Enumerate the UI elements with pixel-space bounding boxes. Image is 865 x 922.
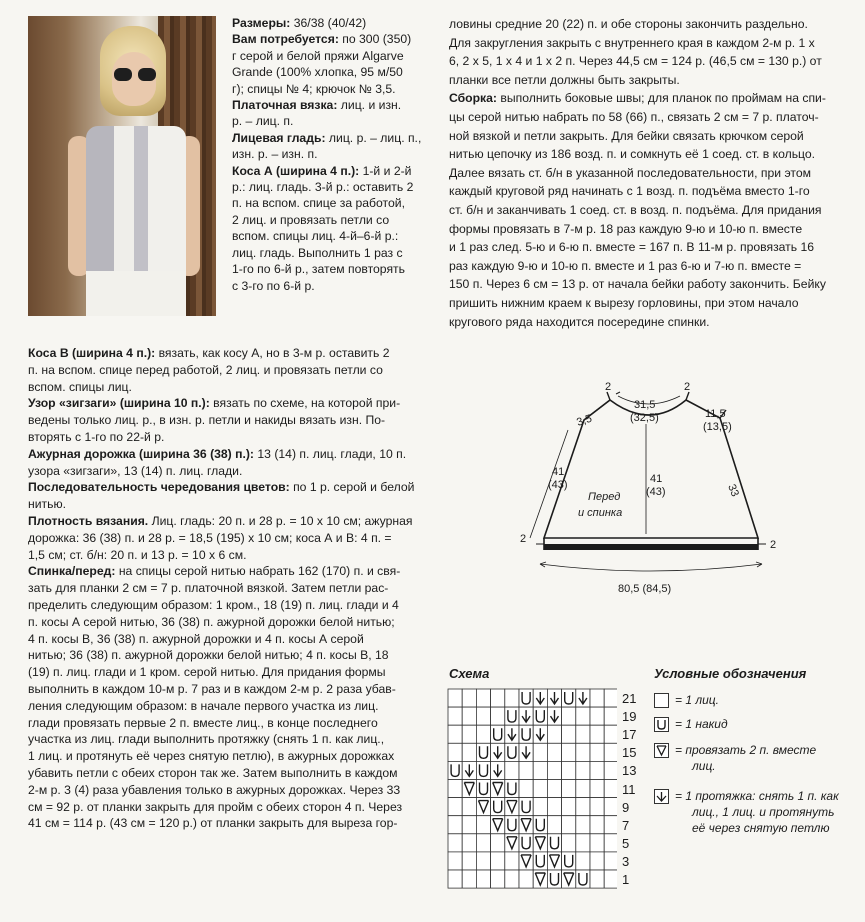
- chart-cell: [533, 852, 547, 870]
- chart-cell: [590, 689, 604, 707]
- legend-knit: = 1 лиц.: [654, 692, 719, 708]
- chart-cell: [505, 689, 519, 707]
- chart-cell: [476, 707, 490, 725]
- text-line: вспом. спицы лиц.: [28, 379, 132, 394]
- chart-cell: [533, 743, 547, 761]
- chart-cell: [519, 761, 533, 779]
- side-length: 33: [725, 482, 741, 499]
- text-line: ст. б/н и заканчивать 1 соед. ст. в возд. п. подъёма. Для придания: [449, 202, 822, 217]
- top-width-alt: (32,5): [630, 412, 659, 424]
- chart-cell: [505, 816, 519, 834]
- intro-text: Размеры: 36/38 (40/42) Вам потребуется: по 300 (350) г серой и белой пряжи Algarve Grande (100% хлопка, 95 м/50 г); спицы № 4; крючок № 3,5. Платочная вязка: лиц. и изн. р. – лиц. п. Лицевая гладь: лиц. р. – лиц. п., изн. р. – изн. п. Коса А (ширина 4 п.): 1-й и 2-й р.: лиц. гладь. 3-й р.: оставить 2 п. на вспом. спице за работой, 2 лиц. и провязать петли со вспом. спицы лиц. 4-й–6-й р.: лиц. гладь. Выполнить 1 раз с 1-го по 6-й р., затем повторять с 3-го по 6-й р.: [232, 16, 422, 293]
- center-height-alt: (43): [646, 486, 666, 498]
- chart-cell: [519, 780, 533, 798]
- text-line: 2-м р. 3 (4) раза убавления только в ажурных дорожках. Через 33: [28, 782, 401, 797]
- chart-cell: [547, 798, 561, 816]
- row-number: 15: [622, 745, 637, 761]
- chart-cell: [576, 725, 590, 743]
- chart-cell: [491, 798, 505, 816]
- chart-cell: [491, 743, 505, 761]
- chart-cell: [448, 707, 462, 725]
- row-number: 17: [622, 727, 637, 743]
- chart-cell: [505, 798, 519, 816]
- chart-cell: [576, 798, 590, 816]
- skp-symbol-icon: [654, 789, 669, 804]
- text-line: участка из лиц. глади выполнить протяжку (снять 1 п. как лиц.,: [28, 732, 385, 747]
- chart-cell: [576, 761, 590, 779]
- right-column-text: [449, 15, 826, 331]
- chart-cell: [576, 743, 590, 761]
- text-line: 1,5 см; ст. б/н: 20 п. и 13 р. = 10 х 6 см.: [28, 547, 247, 562]
- text-line: зать для планки 2 см = 7 р. платочной вязкой. Затем петли рас-: [28, 581, 389, 596]
- text-line: и 1 раз след. 5-ю и 6-ю п. вместе = 167 п. В 11-м р. провязать 16: [449, 240, 815, 255]
- chart-cell: [562, 870, 576, 888]
- text-line: пределить следующим образом: 1 кром., 18 (19) п. лиц. глади и 4: [28, 597, 399, 612]
- chart-cell: [576, 780, 590, 798]
- chart-cell: [562, 852, 576, 870]
- chart-cell: [576, 816, 590, 834]
- chart-cell: [590, 780, 604, 798]
- row-number: 9: [622, 799, 630, 815]
- chart-cell: [562, 834, 576, 852]
- chart-cell: [476, 798, 490, 816]
- chart-cell: [462, 798, 476, 816]
- text-line: 4 п. косы В, 36 (38) п. ажурной дорожки и 4 п. косы А серой: [28, 631, 364, 646]
- chart-cell: [462, 743, 476, 761]
- chart-cell: [533, 816, 547, 834]
- chart-cell: [590, 725, 604, 743]
- bottom-band: [544, 544, 758, 550]
- chart-cell: [491, 816, 505, 834]
- chart-cell: [519, 816, 533, 834]
- text-line: кругового ряда находится посередине спинки.: [449, 314, 710, 329]
- chart-cell: [519, 798, 533, 816]
- chart-cell: [462, 725, 476, 743]
- chart-cell: [519, 870, 533, 888]
- text-line: Для закругления закрыть с внутреннего края в каждом 2-м р. 1 х: [449, 35, 815, 50]
- center-height: 41: [650, 473, 663, 485]
- band-left: 2: [520, 533, 527, 545]
- row-number: 11: [622, 781, 636, 797]
- chart-cell: [576, 689, 590, 707]
- chart-cell: [505, 834, 519, 852]
- chart-cell: [505, 725, 519, 743]
- chart-cell: [462, 689, 476, 707]
- left-height-alt: (43): [548, 479, 568, 491]
- chart-cell: [519, 834, 533, 852]
- left-column-text: [28, 345, 414, 832]
- chart-cell: [547, 816, 561, 834]
- text-line: каждый круговой ряд начинать с 1 возд. п. подъёма вместо 1-го: [449, 184, 810, 199]
- chart-cell: [448, 798, 462, 816]
- text-line: см = 92 р. от планки закрыть для пройм с обеих сторон 4 п. Через: [28, 799, 403, 814]
- text-line: цы серой нитью набрать по 58 (66) п., связать 2 см = 7 р. платоч-: [449, 109, 819, 124]
- chart-cell: [604, 816, 617, 834]
- chart-cell: [505, 870, 519, 888]
- text-line: нитью цепочку из 186 возд. п. и сомкнуть её 1 соед. ст. в кольцо.: [449, 147, 816, 162]
- row-number: 13: [622, 763, 637, 779]
- chart-cell: [505, 780, 519, 798]
- chart-cell: [519, 852, 533, 870]
- chart-cell: [576, 834, 590, 852]
- chart-cell: [604, 707, 617, 725]
- chart-cell: [476, 761, 490, 779]
- diagram-label-1: Перед: [588, 491, 621, 503]
- chart-cell: [562, 725, 576, 743]
- chart-cell: [590, 798, 604, 816]
- chart-cell: [590, 870, 604, 888]
- chart-cell: [476, 743, 490, 761]
- chart-cell: [590, 743, 604, 761]
- chart-cell: [562, 780, 576, 798]
- chart-cell: [590, 834, 604, 852]
- text-line: (19) п. лиц. глади и 1 кром. серой нитью. Для придания формы: [28, 665, 386, 680]
- knit-symbol-icon: [654, 693, 669, 708]
- schema-title: Схема: [449, 666, 490, 681]
- text-line: п. косы А серой нитью, 36 (38) п. ажурной дорожки белой нитью;: [28, 614, 395, 629]
- model-photo: [28, 16, 216, 316]
- chart-cell: [547, 852, 561, 870]
- chart-cell: [562, 743, 576, 761]
- text-line: узора «зигзаги», 13 (14) п. лиц. глади.: [28, 463, 243, 478]
- chart-cell: [533, 798, 547, 816]
- chart-cell: [448, 816, 462, 834]
- legend-skp: = 1 протяжка: снять 1 п. как лиц., 1 лиц. и протянуть её через снятую петлю: [654, 788, 839, 836]
- chart-cell: [604, 743, 617, 761]
- chart-cell: [476, 780, 490, 798]
- text-line: нитью; 36 (38) п. ажурной дорожки белой нитью; 4 п. косы В, 18: [28, 648, 389, 663]
- legend-title: Условные обозначения: [654, 666, 807, 681]
- legend-yarnover: = 1 накид: [654, 716, 728, 732]
- k2tog-symbol-icon: [654, 743, 669, 758]
- yarnover-symbol-icon: [654, 717, 669, 732]
- chart-cell: [547, 761, 561, 779]
- chart-cell: [491, 725, 505, 743]
- left-height: 41: [552, 466, 565, 478]
- top-right-2: 2: [684, 381, 691, 393]
- row-number: 19: [622, 709, 637, 725]
- chart-cell: [576, 852, 590, 870]
- chart-cell: [562, 761, 576, 779]
- garment-diagram: [500, 378, 800, 608]
- chart-cell: [590, 852, 604, 870]
- chart-cell: [562, 798, 576, 816]
- chart-cell: [476, 834, 490, 852]
- chart-cell: [576, 870, 590, 888]
- chart-cell: [519, 707, 533, 725]
- chart-cell: [505, 743, 519, 761]
- bottom-width: 80,5 (84,5): [618, 583, 672, 595]
- chart-cell: [491, 852, 505, 870]
- chart-cell: [462, 707, 476, 725]
- text-line: дорожка: 36 (38) п. и 28 р. = 18,5 (195) х 10 см; коса А и В: 4 п. =: [28, 530, 392, 545]
- chart-cell: [462, 834, 476, 852]
- chart-cell: [590, 707, 604, 725]
- text-line: 41 см = 114 р. (43 см = 120 р.) от планки закрыть для выреза гор-: [28, 816, 398, 831]
- chart-cell: [448, 725, 462, 743]
- chart-cell: [476, 816, 490, 834]
- chart-cell: [491, 761, 505, 779]
- chart-cell: [448, 743, 462, 761]
- right-shoulder: 11,5: [705, 408, 726, 420]
- chart-cell: [604, 761, 617, 779]
- chart-cell: [505, 761, 519, 779]
- chart-cell: [604, 870, 617, 888]
- text-line: ления следующим образом: в начале первого участка из лиц.: [28, 698, 379, 713]
- chart-cell: [476, 852, 490, 870]
- diagram-label-2: и спинка: [578, 507, 623, 519]
- chart-cell: [533, 725, 547, 743]
- chart-cell: [491, 834, 505, 852]
- chart-cell: [448, 852, 462, 870]
- text-line: п. на вспом. спице перед работой, 2 лиц. и провязать петли со: [28, 362, 383, 377]
- text-line: выполнить в каждом 10-м р. 7 раз и в каждом 2-м р. 2 раза убав-: [28, 681, 396, 696]
- text-line: вторять с 1-го по 22-й р.: [28, 429, 165, 444]
- chart-cell: [562, 816, 576, 834]
- text-line: планки все петли должны быть закрыты.: [449, 72, 680, 87]
- chart-cell: [590, 816, 604, 834]
- chart-cell: [547, 834, 561, 852]
- chart-cell: [547, 707, 561, 725]
- chart-cell: [491, 707, 505, 725]
- row-number: 3: [622, 853, 630, 869]
- chart-cell: [448, 834, 462, 852]
- chart-cell: [448, 780, 462, 798]
- chart-cell: [562, 689, 576, 707]
- chart-cell: [462, 816, 476, 834]
- chart-cell: [547, 743, 561, 761]
- text-line: Плотность вязания. Лиц. гладь: 20 п. и 28 р. = 10 х 10 см; ажурная: [28, 513, 413, 528]
- right-shoulder-alt: (13,5): [703, 421, 732, 433]
- chart-cell: [491, 689, 505, 707]
- text-line: нитью.: [28, 497, 66, 512]
- chart-cell: [462, 761, 476, 779]
- chart-cell: [533, 707, 547, 725]
- chart-cell: [505, 707, 519, 725]
- chart-cell: [604, 689, 617, 707]
- top-left-2: 2: [605, 381, 612, 393]
- chart-cell: [448, 689, 462, 707]
- chart-cell: [491, 870, 505, 888]
- text-line: глади провязать первые 2 п. вместе лиц., в конце последнего: [28, 715, 378, 730]
- text-line: ведены только лиц. р., в изн. р. петли и накиды вязать изн. По-: [28, 413, 386, 428]
- text-line: 150 п. Через 6 см = 13 р. от начала бейки работу закончить. Бейку: [449, 277, 826, 292]
- text-line: 1 лиц. и протянуть её через снятую петлю), в ажурных дорожках: [28, 749, 395, 764]
- chart-cell: [533, 780, 547, 798]
- chart-cell: [547, 780, 561, 798]
- chart-cell: [604, 798, 617, 816]
- text-line: Сборка: выполнить боковые швы; для планок по проймам на спи-: [449, 91, 826, 106]
- row-number: 21: [622, 691, 637, 706]
- left-shoulder: 3,5: [575, 412, 594, 429]
- text-line: Узор «зигзаги» (ширина 10 п.): вязать по схеме, на которой при-: [28, 396, 401, 411]
- chart-cell: [476, 689, 490, 707]
- text-line: убавить петли с обеих сторон так же. Затем выполнить в каждом: [28, 765, 398, 780]
- text-line: Ажурная дорожка (ширина 36 (38) п.): 13 (14) п. лиц. глади, 10 п.: [28, 446, 407, 461]
- text-line: формы провязать в 7-м р. 18 раз каждую 9-ю и 10-ю п. вместе: [449, 221, 803, 236]
- row-number: 1: [622, 872, 630, 887]
- chart-cell: [448, 870, 462, 888]
- text-line: Последовательность чередования цветов: по 1 р. серой и белой: [28, 480, 415, 495]
- chart-cell: [604, 834, 617, 852]
- chart-cell: [604, 780, 617, 798]
- chart-cell: [519, 743, 533, 761]
- text-line: 6, 2 х 5, 1 х 4 и 1 х 2 п. Через 44,5 см = 124 р. (46,5 см = 130 р.) от: [449, 54, 822, 69]
- top-width: 31,5: [634, 399, 656, 411]
- chart-cell: [590, 761, 604, 779]
- text-line: Коса В (ширина 4 п.): вязать, как косу А, но в 3-м р. оставить 2: [28, 346, 390, 360]
- chart-cell: [462, 870, 476, 888]
- text-line: ловины средние 20 (22) п. и обе стороны закончить раздельно.: [449, 17, 808, 31]
- legend-k2tog: = провязать 2 п. вместе лиц.: [654, 742, 816, 774]
- chart-cell: [547, 870, 561, 888]
- chart-cell: [462, 780, 476, 798]
- chart-cell: [533, 870, 547, 888]
- chart-cell: [562, 707, 576, 725]
- chart-cell: [533, 689, 547, 707]
- row-number: 5: [622, 835, 630, 851]
- chart-cell: [519, 725, 533, 743]
- chart-cell: [604, 852, 617, 870]
- chart-cell: [576, 707, 590, 725]
- chart-cell: [519, 689, 533, 707]
- text-line: пришить нижним краем к вырезу горловины, при этом начало: [449, 295, 799, 310]
- band-right: 2: [770, 539, 777, 551]
- text-line: ной вязкой и петли закрыть. Для бейки связать крючком серой: [449, 128, 804, 143]
- chart-cell: [448, 761, 462, 779]
- chart-cell: [505, 852, 519, 870]
- chart-cell: [476, 870, 490, 888]
- chart-cell: [533, 761, 547, 779]
- text-line: раз каждую 9-ю и 10-ю п. вместе и 1 раз 6-ю и 7-ю п. вместе =: [449, 258, 802, 273]
- chart-cell: [476, 725, 490, 743]
- stitch-chart: [447, 688, 617, 890]
- chart-cell: [547, 725, 561, 743]
- row-number: 7: [622, 817, 630, 833]
- chart-cell: [547, 689, 561, 707]
- chart-cell: [533, 834, 547, 852]
- chart-cell: [491, 780, 505, 798]
- text-line: Далее вязать ст. б/н в указанной последовательности, при этом: [449, 165, 812, 180]
- text-line: Спинка/перед: на спицы серой нитью набрать 162 (170) п. и свя-: [28, 564, 401, 579]
- chart-cell: [604, 725, 617, 743]
- chart-cell: [462, 852, 476, 870]
